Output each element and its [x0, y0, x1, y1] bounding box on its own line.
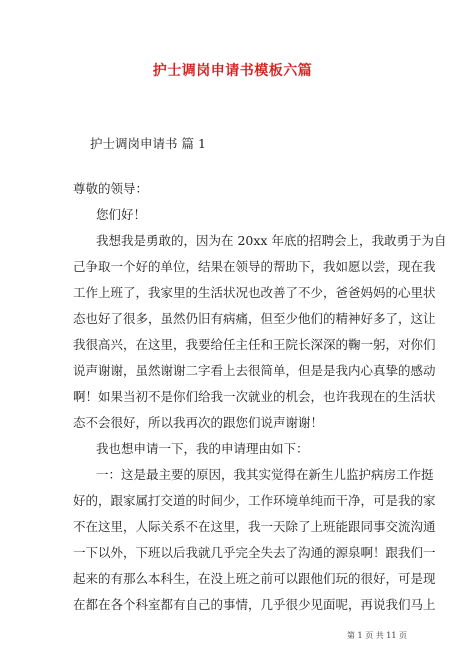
body-line: 我想我是勇敢的，因为在 20xx 年底的招聘会上，我敢勇于为自 — [96, 233, 447, 248]
body-line: 不在这里，人际关系不在这里，我一天除了上班能跟同事交流沟通 — [73, 519, 436, 534]
page-number: 第 1 页 共 11 页 — [347, 631, 407, 640]
body-line: 我也想申请一下，我的申请理由如下： — [96, 441, 309, 456]
body-line: 好的，跟家属打交道的时间少，工作环境单纯而干净，可是我的家 — [73, 493, 436, 508]
salutation: 尊敬的领导： — [73, 181, 149, 196]
document-title: 护士调岗申请书模板六篇 — [152, 63, 313, 79]
body-line: 一下以外，下班以后我就几乎完全失去了沟通的源泉啊！跟我们一 — [73, 545, 436, 560]
body-line: 我很高兴，在这里，我要给任主任和王院长深深的鞠一躬，对你们 — [73, 337, 436, 352]
body-line: 起来的有那么本科生，在没上班之前可以跟他们玩的很好，可是现 — [73, 571, 436, 586]
body-line: 己争取一个好的单位，结果在领导的帮助下，我如愿以尝，现在我 — [73, 259, 436, 274]
body-line: 态也好了很多，虽然仍旧有病痛，但至少他们的精神好多了，这让 — [73, 311, 436, 326]
body-line: 工作上班了，我家里的生活状况也改善了不少，爸爸妈妈的心里状 — [73, 285, 436, 300]
body-line: 您们好！ — [96, 207, 147, 222]
body-line: 态不会很好，所以我再次的跟您们说声谢谢！ — [73, 415, 324, 430]
body-line: 一：这是最主要的原因，我其实觉得在新生儿监护病房工作挺 — [96, 467, 434, 482]
body-line: 啊！如果当初不是你们给我一次就业的机会，也许我现在的生活状 — [73, 389, 436, 404]
body-paragraphs — [73, 202, 447, 618]
body-line: 说声谢谢，虽然谢谢二字看上去很简单，但是是我内心真挚的感动 — [73, 363, 436, 378]
section-heading: 护士调岗申请书 篇 1 — [90, 136, 206, 151]
body-line: 在都在各个科室都有自己的事情，几乎很少见面呢，再说我们马上 — [73, 597, 436, 612]
